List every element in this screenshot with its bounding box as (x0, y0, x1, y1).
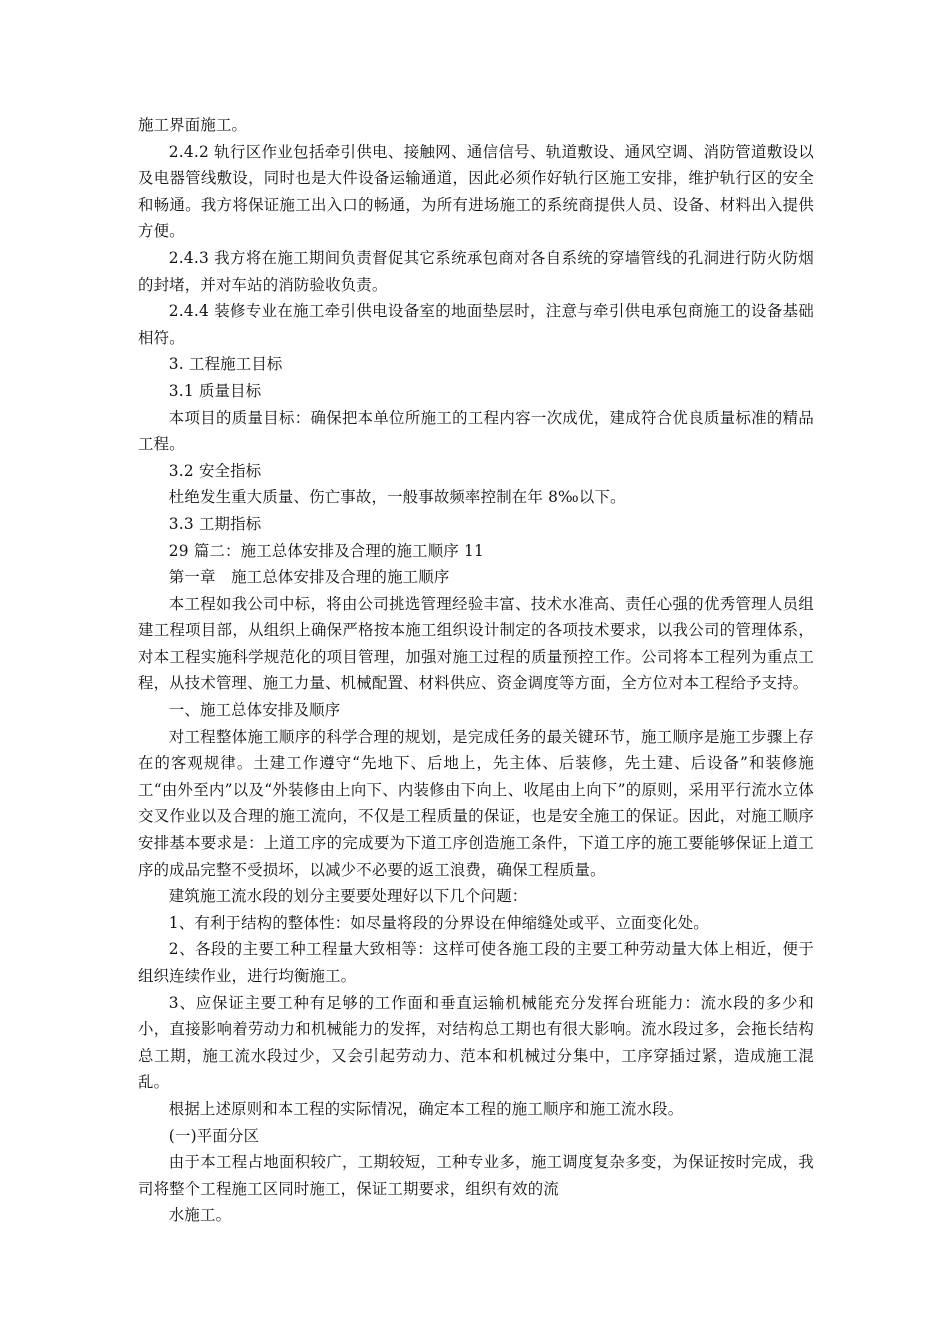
subsection-heading: (一)平面分区 (168, 1126, 260, 1145)
paragraph: 本工程如我公司中标，将由公司挑选管理经验丰富、技术水准高、责任心强的优秀管理人员组建工程项目部，从组织上确保严格按本施工组织设计制定的各项技术要求，以我公司的管理体系，对本工程实施科学规范化的项目管理，加强对施工过程的质量预控工作。公司将本工程列为重点工程，从技术管理、施工力量、机械配置、材料供应、资金调度等方面，全方位对本工程给予支持。 (138, 594, 814, 693)
paragraph: 水施工。 (168, 1206, 232, 1225)
paragraph: 施工界面施工。 (138, 116, 248, 134)
section-heading: 29 篇二：施工总体安排及合理的施工顺序 11 (168, 541, 484, 560)
section-heading: 3. 工程施工目标 (168, 355, 283, 374)
list-item: 3、应保证主要工种有足够的工作面和垂直运输机械能充分发挥台班能力：流水段的多少和小，直接影响着劳动力和机械能力的发挥，对结构总工期也有很大影响。流水段过多，会拖长结构总工期，施工流水段过少，又会引起劳动力、范本和机械过分集中，工序穿插过紧，造成施工混乱。 (138, 993, 814, 1092)
paragraph: 对工程整体施工顺序的科学合理的规划，是完成任务的最关键环节，施工顺序是施工步骤上存在的客观规律。土建工作遵守“先地下、后地上，先主体、后装修，先土建、后设备”和装修施工“由外至内”以及“外装修由上向下、内装修由下向上、收尾由上向下”的原则，采用平行流水立体交叉作业以及合理的施工流向，不仅是工程质量的保证，也是安全施工的保证。因此，对施工顺序安排基本要求是：上道工序的完成要为下道工序创造施工条件，下道工序的施工要能够保证上道工序的成品完整不受损坏，以减少不必要的返工浪费，确保工程质量。 (138, 727, 814, 879)
subsection-heading: 3.3 工期指标 (168, 514, 262, 533)
paragraph: 杜绝发生重大质量、伤亡事故，一般事故频率控制在年 8‰以下。 (168, 488, 626, 507)
section-heading: 一、施工总体安排及顺序 (168, 701, 341, 720)
subsection-heading: 3.2 安全指标 (168, 461, 262, 480)
subsection-heading: 3.1 质量目标 (168, 381, 262, 400)
document-page (138, 112, 814, 1229)
paragraph: 由于本工程占地面积较广，工期较短，工种专业多，施工调度复杂多变，为保证按时完成，我司将整个工程施工区同时施工，保证工期要求，组织有效的流 (138, 1153, 814, 1198)
paragraph: 建筑施工流水段的划分主要要处理好以下几个问题： (168, 887, 528, 906)
paragraph: 2.4.4 装修专业在施工牵引供电设备室的地面垫层时，注意与牵引供电承包商施工的设备基础相符。 (138, 302, 814, 347)
chapter-heading: 第一章 施工总体安排及合理的施工顺序 (168, 568, 450, 587)
paragraph: 2.4.2 轨行区作业包括牵引供电、接触网、通信信号、轨道敷设、通风空调、消防管道敷设以及电器管线敷设，同时也是大件设备运输通道，因此必须作好轨行区施工安排，维护轨行区的安全和畅通。我方将保证施工出入口的畅通，为所有进场施工的系统商提供人员、设备、材料出入提供方便。 (138, 142, 814, 241)
paragraph: 根据上述原则和本工程的实际情况，确定本工程的施工顺序和施工流水段。 (168, 1099, 684, 1118)
list-item: 1、有利于结构的整体性：如尽量将段的分界设在伸缩缝处或平、立面变化处。 (168, 913, 709, 932)
paragraph: 本项目的质量目标：确保把本单位所施工的工程内容一次成优，建成符合优良质量标准的精品工程。 (138, 408, 814, 454)
list-item: 2、各段的主要工种工程量大致相等：这样可使各施工段的主要工种劳动量大体上相近，便于组织连续作业，进行均衡施工。 (138, 940, 814, 985)
paragraph: 2.4.3 我方将在施工期间负责督促其它系统承包商对各自系统的穿墙管线的孔洞进行防火防烟的封堵，并对车站的消防验收负责。 (138, 248, 814, 294)
